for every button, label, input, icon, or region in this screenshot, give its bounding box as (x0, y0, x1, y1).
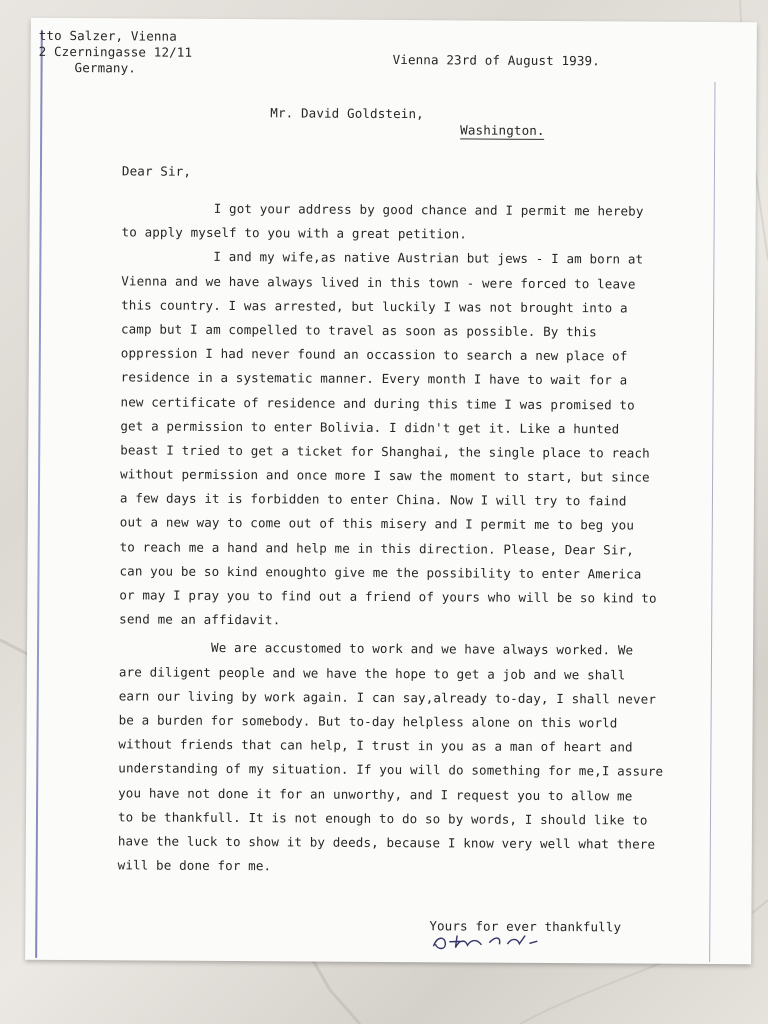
margin-line (35, 30, 43, 958)
body-line: understanding of my situation. If you will do something for me,I assure (118, 760, 664, 779)
body-line: are diligent people and we have the hope to get a job and we shall (118, 663, 626, 682)
paragraph-3 (118, 636, 679, 881)
body-line: a few days it is forbidden to enter China. Now I will try to faind (119, 490, 627, 509)
body-line: send me an affidavit. (119, 611, 281, 628)
body-line: Vienna and we have always lived in this town - were forced to leave (121, 272, 636, 292)
body-line: or may I pray you to find out a friend of yours who will be so kind to (119, 587, 657, 606)
letter-body (118, 196, 682, 881)
body-line: to apply myself to you with a great petition. (121, 224, 468, 242)
sender-line-1: tto Salzer, Vienna (38, 27, 177, 44)
body-line: get a permission to enter Bolivia. I didn't get it. Like a hunted (120, 418, 620, 437)
body-line: you have not done it for an unworthy, and I request you to allow me (118, 784, 633, 803)
body-line: will be done for me. (117, 857, 272, 874)
letter-date: Vienna 23rd of August 1939. (392, 52, 600, 69)
sender-address (39, 28, 193, 77)
letter-page (25, 18, 757, 964)
body-line: We are accustomed to work and we have always worked. We (210, 640, 634, 658)
body-line: have the luck to show it by deeds, because I know very well what there (117, 833, 656, 852)
body-line: to be thankfull. It is not enough to do so by words, I should like to (117, 809, 648, 828)
body-line: I and my wife,as native Austrian but jews - I am born at (213, 249, 644, 267)
body-line: this country. I was arrested, but luckily I was not brought into a (121, 297, 628, 316)
body-line: oppression I had never found an occassion to search a new place of (120, 345, 628, 364)
body-line: new certificate of residence and during this time I was promised to (120, 393, 635, 412)
recipient-name: Mr. David Goldstein, (270, 105, 424, 122)
body-line: camp but I am compelled to travel as soon as possible. By this (120, 321, 597, 340)
body-line: without permission and once more I saw the moment to start, but since (120, 466, 650, 485)
sender-line-3: Germany. (74, 60, 137, 76)
body-line: can you be so kind enoughto give me the possibility to enter America (119, 563, 642, 582)
paragraph-2 (119, 245, 681, 635)
body-line: out a new way to come out of this misery and I permit me to beg you (119, 514, 635, 533)
body-line: earn our living by work again. I can say,already to-day, I shall never (118, 688, 657, 707)
closing-line: Yours for ever thankfully (429, 918, 622, 935)
recipient-city: Washington. (460, 122, 545, 138)
sender-line-2: 2 Czerningasse 12/11 (38, 43, 193, 60)
paragraph-1 (121, 196, 681, 248)
body-line: without friends that can help, I trust in you as a man of heart and (118, 736, 633, 755)
body-line: beast I tried to get a ticket for Shanghai, the single place to reach (120, 442, 650, 461)
right-margin-rule (709, 82, 715, 962)
body-line: be a burden for somebody. But to-day helpless alone on this world (118, 712, 618, 731)
body-line: residence in a systematic manner. Every month I have to wait for a (120, 369, 628, 388)
salutation: Dear Sir, (121, 163, 192, 179)
body-line: to reach me a hand and help me in this direction. Please, Dear Sir, (119, 538, 634, 558)
handwritten-signature (429, 927, 550, 952)
body-line: I got your address by good chance and I permit me hereby (213, 200, 644, 219)
